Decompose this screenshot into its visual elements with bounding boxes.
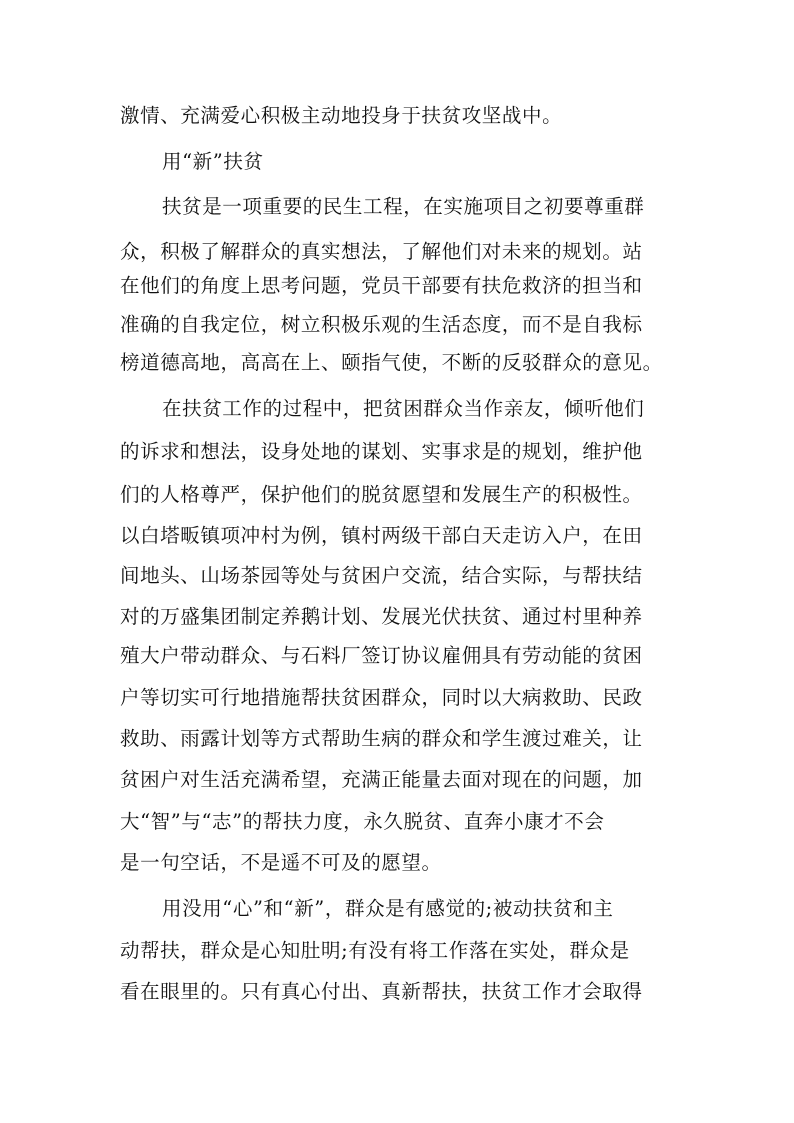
text-line: 用没用“心”和“新”，群众是有感觉的;被动扶贫和主	[162, 897, 614, 920]
text-line: 的诉求和想法，设身处地的谋划、实事求是的规划，维护他	[120, 440, 643, 463]
text-line: 在扶贫工作的过程中，把贫困群众当作亲友，倾听他们	[162, 397, 645, 420]
text-line: 在他们的角度上思考问题，党员干部要有扶危救济的担当和	[120, 274, 643, 297]
text-line: 激情、充满爱心积极主动地投身于扶贫攻坚战中。	[120, 104, 563, 127]
text-line: 看在眼里的。只有真心付出、真新帮扶，扶贫工作才会取得	[120, 980, 643, 1003]
text-line: 动帮扶，群众是心知肚明;有没有将工作落在实处，群众是	[120, 939, 630, 962]
text-line: 户等切实可行地措施帮扶贫困群众，同时以大病救助、民政	[120, 686, 643, 709]
text-line: 们的人格尊严，保护他们的脱贫愿望和发展生产的积极性。	[120, 483, 643, 506]
text-line: 准确的自我定位，树立积极乐观的生活态度，而不是自我标	[120, 313, 643, 336]
text-line: 殖大户带动群众、与石料厂签订协议雇佣具有劳动能的贫困	[120, 644, 643, 667]
text-line: 对的万盛集团制定养鹅计划、发展光伏扶贫、通过村里种养	[120, 605, 643, 628]
text-line: 以白塔畈镇项冲村为例，镇村两级干部白天走访入户，在田	[120, 524, 643, 547]
text-line: 大“智”与“志”的帮扶力度，永久脱贫、直奔小康才不会	[120, 810, 605, 833]
text-line: 间地头、山场茶园等处与贫困户交流，结合实际，与帮扶结	[120, 564, 643, 587]
text-line: 扶贫是一项重要的民生工程，在实施项目之初要尊重群	[162, 195, 645, 218]
text-line: 救助、雨露计划等方式帮助生病的群众和学生渡过难关，让	[120, 727, 643, 750]
text-line: 贫困户对生活充满希望，充满正能量去面对现在的问题，加	[120, 768, 643, 791]
text-line: 榜道德高地，高高在上、颐指气使，不断的反驳群众的意见。	[120, 351, 663, 374]
section-heading: 用“新”扶贫	[162, 150, 264, 173]
text-line: 众，积极了解群众的真实想法，了解他们对未来的规划。站	[120, 240, 643, 263]
text-line: 是一句空话，不是遥不可及的愿望。	[120, 851, 442, 874]
